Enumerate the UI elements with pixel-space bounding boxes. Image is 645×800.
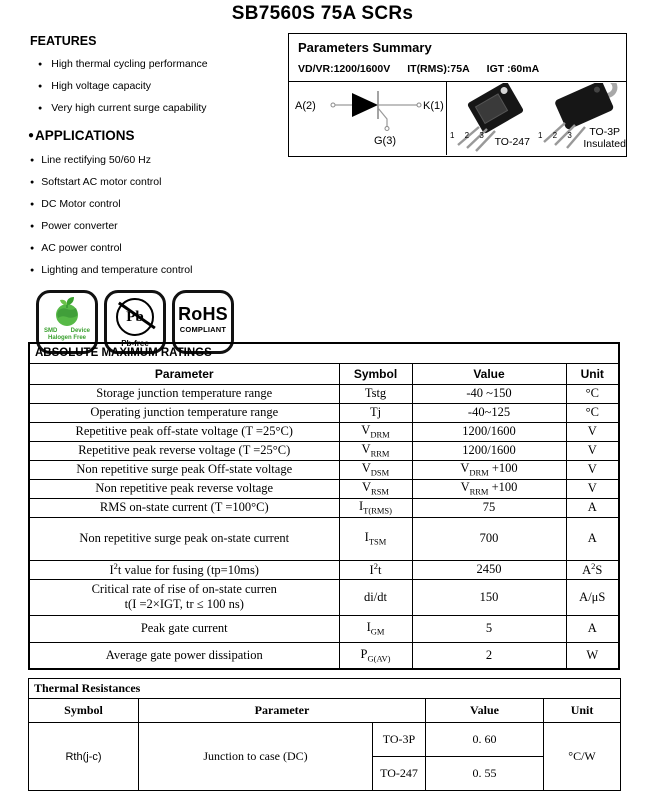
value-cell: 2450 (412, 560, 566, 579)
value-cell: $V_{DRM} +100$ (412, 460, 566, 479)
summary-igt: IGT :60mA (486, 63, 540, 75)
left-column (28, 34, 284, 354)
thermal-unit: °C/W (544, 723, 621, 791)
parameter-cell: Repetitive peak off-state voltage (T =25°C) (29, 422, 339, 441)
list-item (38, 58, 284, 71)
thermal-pkg-to3p: TO-3P (373, 723, 426, 757)
list-item (30, 176, 284, 189)
list-item-label: AC power control (41, 242, 122, 254)
parameter-cell: RMS on-state current (T =100°C) (29, 498, 339, 517)
unit-cell: A (566, 498, 619, 517)
unit-cell: V (566, 479, 619, 498)
value-cell: 1200/1600 (412, 441, 566, 460)
to3p-label-insulated: Insulated (583, 138, 626, 150)
symbol-cell: $V_{RRM}$ (339, 441, 412, 460)
thermal-resistances-table (28, 678, 621, 791)
value-cell: 2 (412, 642, 566, 669)
value-cell: 150 (412, 579, 566, 615)
unit-cell: $A^2S$ (566, 560, 619, 579)
applications-heading-label: APPLICATIONS (35, 128, 135, 143)
col-header-symbol: Symbol (339, 363, 412, 384)
parameter-cell: Non repetitive surge peak on-state current (29, 517, 339, 560)
thermal-title-row (29, 679, 621, 699)
rohs-compliant-label: COMPLIANT (179, 325, 227, 334)
ratings-body (29, 384, 619, 669)
value-cell: -40 ~150 (412, 384, 566, 403)
gate-label: G(3) (374, 135, 396, 147)
bullet-icon: ● (30, 157, 35, 164)
unit-cell: A (566, 615, 619, 642)
rohs-name: RoHS (178, 304, 228, 324)
symbol-cell: di/dt (339, 579, 412, 615)
thermal-col-parameter: Parameter (139, 699, 426, 723)
summary-header (289, 34, 626, 81)
parameter-cell: Non repetitive surge peak Off-state voltage (29, 460, 339, 479)
unit-cell: V (566, 441, 619, 460)
bullet-icon: ● (30, 179, 35, 186)
unit-cell: V (566, 460, 619, 479)
absolute-maximum-ratings-table (28, 342, 620, 670)
value-cell: -40~125 (412, 403, 566, 422)
thermal-table-title: Thermal Resistances (29, 679, 621, 699)
table-row (29, 403, 619, 422)
table-row (29, 479, 619, 498)
parameter-cell: Repetitive peak reverse voltage (T =25°C) (29, 441, 339, 460)
unit-cell: °C (566, 384, 619, 403)
thermal-value-to3p: 0. 60 (426, 723, 544, 757)
table-row (29, 441, 619, 460)
parameter-cell: $I^2t$ value for fusing (tp=10ms) (29, 560, 339, 579)
features-list (28, 58, 284, 115)
thermal-pkg-to247: TO-247 (373, 757, 426, 791)
bullet-icon: ● (30, 267, 35, 274)
halogen-logo-device: Device (70, 328, 90, 334)
pb-free-label: Pb-free (121, 339, 149, 348)
list-item (38, 80, 284, 93)
value-cell: 5 (412, 615, 566, 642)
symbol-cell: $V_{DRM}$ (339, 422, 412, 441)
list-item (30, 198, 284, 211)
symbol-cell: $P_{G(AV)}$ (339, 642, 412, 669)
applications-list (28, 154, 284, 277)
applications-heading (28, 128, 284, 143)
col-header-parameter: Parameter (29, 363, 339, 384)
bullet-icon: ● (38, 105, 43, 112)
symbol-cell: Tstg (339, 384, 412, 403)
pb-symbol: Pb (126, 308, 144, 325)
list-item (30, 220, 284, 233)
table-row (29, 560, 619, 579)
thermal-symbol: Rth(j-c) (29, 723, 139, 791)
bullet-icon: ● (38, 61, 43, 68)
table-row (29, 615, 619, 642)
list-item (30, 242, 284, 255)
ratings-title-row (29, 343, 619, 363)
list-item-label: Softstart AC motor control (41, 176, 162, 188)
symbol-cell: $I_{GM}$ (339, 615, 412, 642)
symbol-cell: $V_{RSM}$ (339, 479, 412, 498)
thermal-value-to247: 0. 55 (426, 757, 544, 791)
parameter-cell: Average gate power dissipation (29, 642, 339, 669)
to247-label: TO-247 (494, 136, 530, 148)
symbol-cell: $I_{TSM}$ (339, 517, 412, 560)
thermal-col-symbol: Symbol (29, 699, 139, 723)
bullet-icon: ● (38, 83, 43, 90)
list-item-label: DC Motor control (41, 198, 121, 210)
halogen-logo-smd: SMD (44, 328, 58, 334)
list-item-label: Power converter (41, 220, 118, 232)
summary-body (289, 81, 626, 155)
bullet-icon: ● (30, 245, 35, 252)
parameter-cell: Storage junction temperature range (29, 384, 339, 403)
ratings-table-title: ABSOLUTE MAXIMUM RATINGS (29, 343, 619, 363)
table-row (29, 422, 619, 441)
list-item (30, 154, 284, 167)
anode-label: A(2) (295, 100, 316, 112)
globe-leaf-icon (47, 296, 87, 328)
parameter-cell: Critical rate of rise of on-state curren t(I =2×IGT, tr ≤ 100 ns) (29, 579, 339, 615)
bullet-icon: ● (30, 223, 35, 230)
unit-cell: V (566, 422, 619, 441)
bullet-icon: ● (30, 201, 35, 208)
to247-pin-numbers: 1 2 3 (450, 131, 488, 140)
table-row (29, 642, 619, 669)
list-item-label: Line rectifying 50/60 Hz (41, 154, 151, 166)
to3p-pin-numbers: 1 2 3 (538, 131, 576, 140)
col-header-unit: Unit (566, 363, 619, 384)
table-row (29, 723, 621, 757)
list-item-label: Lighting and temperature control (41, 264, 193, 276)
parameter-cell: Non repetitive peak reverse voltage (29, 479, 339, 498)
features-heading: FEATURES (30, 34, 97, 48)
list-item-label: High thermal cycling performance (51, 58, 208, 70)
package-to247 (449, 83, 535, 153)
scr-symbol-cell (289, 82, 447, 155)
page-title: SB7560S 75A SCRs (231, 3, 414, 24)
table-row (29, 517, 619, 560)
thermal-col-value: Value (426, 699, 544, 723)
list-item-label: High voltage capacity (51, 80, 152, 92)
cathode-label: K(1) (423, 100, 444, 112)
summary-key-params (298, 63, 617, 81)
unit-cell: °C (566, 403, 619, 422)
symbol-cell: $V_{DSM}$ (339, 460, 412, 479)
summary-itrms: IT(RMS):75A (407, 63, 470, 75)
parameters-summary-box (288, 33, 627, 157)
unit-cell: A/μS (566, 579, 619, 615)
ratings-header-row (29, 363, 619, 384)
unit-cell: A (566, 517, 619, 560)
halogen-logo-halogenfree: Halogen Free (47, 335, 86, 341)
parameter-cell: Operating junction temperature range (29, 403, 339, 422)
list-item (30, 264, 284, 277)
symbol-cell: $I^2t$ (339, 560, 412, 579)
list-item-label: Very high current surge capability (51, 102, 207, 114)
symbol-cell: Tj (339, 403, 412, 422)
summary-vdvr: VD/VR:1200/1600V (298, 63, 391, 75)
scr-schematic-icon (289, 82, 446, 153)
list-item (38, 102, 284, 115)
to3p-label (583, 126, 626, 150)
summary-title: Parameters Summary (298, 40, 432, 55)
packages-cell (447, 82, 626, 155)
parameter-cell: Peak gate current (29, 615, 339, 642)
halogen-logo-text-row (39, 328, 95, 335)
thermal-parameter: Junction to case (DC) (139, 723, 373, 791)
thermal-col-unit: Unit (544, 699, 621, 723)
unit-cell: W (566, 642, 619, 669)
table-row (29, 579, 619, 615)
bullet-icon: ● (28, 130, 35, 141)
value-cell: 700 (412, 517, 566, 560)
value-cell: $V_{RRM} +100$ (412, 479, 566, 498)
table-row (29, 460, 619, 479)
to3p-label-name: TO-3P (589, 126, 621, 138)
col-header-value: Value (412, 363, 566, 384)
value-cell: 1200/1600 (412, 422, 566, 441)
value-cell: 75 (412, 498, 566, 517)
package-to3p (537, 83, 627, 153)
table-row (29, 384, 619, 403)
symbol-cell: $I_{T(RMS)}$ (339, 498, 412, 517)
table-row (29, 498, 619, 517)
thermal-header-row (29, 699, 621, 723)
